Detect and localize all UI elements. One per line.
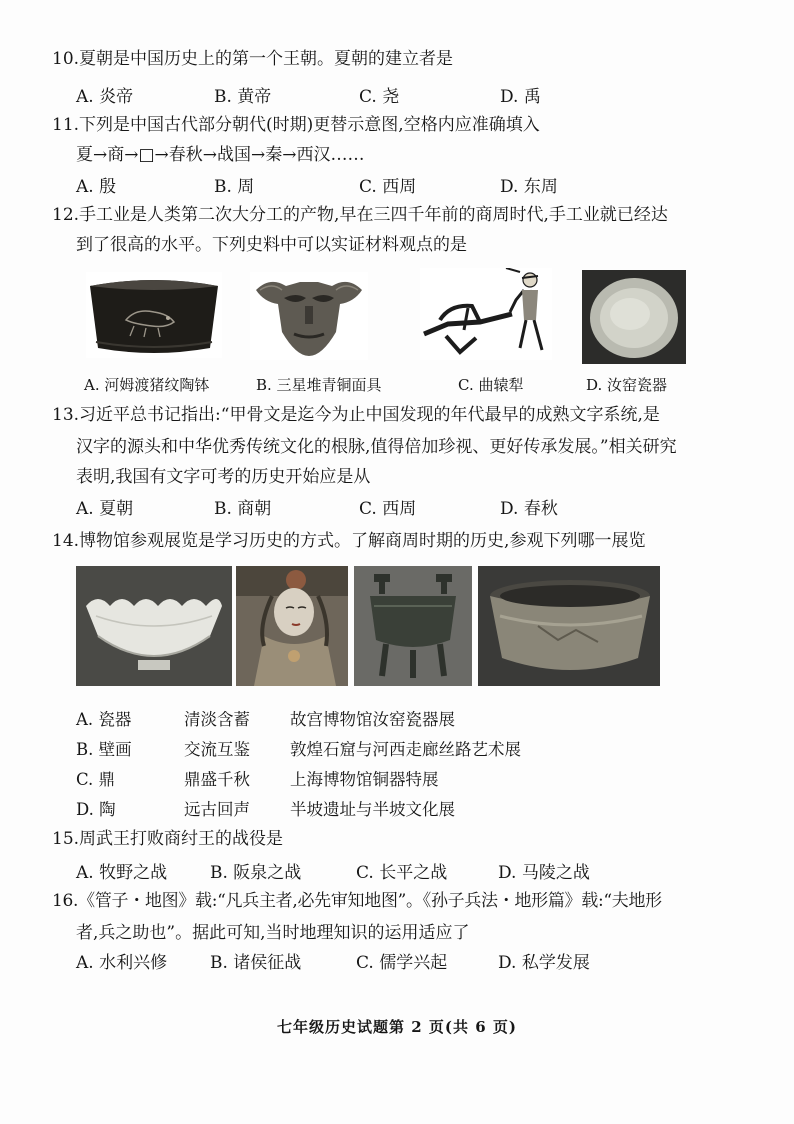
question-12 [52, 200, 668, 230]
question-stem: 《管子・地图》载:“凡兵主者,必先审知地图”。《孙子兵法・地形篇》载:“夫地形 [78, 891, 662, 911]
ru-ware-dish-image [582, 270, 686, 364]
porcelain-bowl-image [76, 566, 232, 686]
dynasty-sequence: 夏→商→□→春秋→战国→秦→西汉…… [76, 145, 365, 165]
option-c: C. 西周 [359, 177, 417, 197]
option-b: B. 商朝 [214, 499, 272, 519]
exhibition-name: 半坡遗址与半坡文化展 [290, 800, 455, 819]
option-label: B. 壁画 [76, 740, 132, 759]
question-number: 15. [52, 829, 80, 849]
question-number: 11. [52, 115, 80, 135]
question-15 [52, 824, 283, 854]
exhibition-theme: 清淡含蓄 [184, 710, 250, 729]
question-stem-line2: 汉字的源头和中华优秀传统文化的根脉,值得倍加珍视、更好传承发展。”相关研究 [76, 437, 677, 457]
caption-b: B. 三星堆青铜面具 [256, 376, 382, 394]
exhibition-option-c [76, 766, 636, 790]
option-d: D. 春秋 [500, 499, 558, 519]
option-b: B. 诸侯征战 [210, 953, 302, 973]
exhibition-theme: 远古回声 [184, 800, 250, 819]
option-a: A. 殷 [76, 177, 117, 197]
exhibition-name: 敦煌石窟与河西走廊丝路艺术展 [290, 740, 521, 759]
question-14 [52, 526, 645, 556]
option-d: D. 东周 [500, 177, 558, 197]
question-stem-line2: 到了很高的水平。下列史料中可以实证材料观点的是 [76, 235, 467, 255]
question-stem-line3: 表明,我国有文字可考的历史开始应是从 [76, 467, 371, 487]
option-b: B. 黄帝 [214, 87, 272, 107]
question-10 [52, 44, 453, 74]
plough-image [420, 268, 552, 360]
option-d: D. 禹 [500, 87, 541, 107]
option-label: C. 鼎 [76, 770, 116, 789]
option-d: D. 私学发展 [498, 953, 590, 973]
question-16 [52, 886, 662, 916]
pottery-bowl-image [86, 272, 222, 358]
option-c: C. 儒学兴起 [356, 953, 448, 973]
option-b: B. 周 [214, 177, 255, 197]
question-stem: 夏朝是中国历史上的第一个王朝。夏朝的建立者是 [79, 49, 454, 69]
option-a: A. 炎帝 [76, 87, 134, 107]
question-stem: 习近平总书记指出:“甲骨文是迄今为止中国发现的年代最早的成熟文字系统,是 [79, 405, 660, 425]
question-number: 13. [52, 405, 80, 425]
option-c: C. 西周 [359, 499, 417, 519]
exhibition-option-d [76, 796, 636, 820]
option-a: A. 牧野之战 [76, 863, 168, 883]
caption-c: C. 曲辕犁 [458, 376, 524, 394]
option-d: D. 马陵之战 [498, 863, 590, 883]
question-stem: 手工业是人类第二次大分工的产物,早在三四千年前的商周时代,手工业就已经达 [79, 205, 668, 225]
option-label: D. 陶 [76, 800, 116, 819]
question-11 [52, 110, 540, 140]
question-number: 14. [52, 531, 80, 551]
page-footer: 七年级历史试题第 2 页(共 6 页) [277, 1018, 517, 1036]
exhibition-theme: 鼎盛千秋 [184, 770, 250, 789]
option-c: C. 尧 [359, 87, 400, 107]
pottery-basin-image [478, 566, 660, 686]
mural-image [236, 566, 348, 686]
question-stem: 周武王打败商纣王的战役是 [79, 829, 284, 849]
option-b: B. 阪泉之战 [210, 863, 302, 883]
option-a: A. 水利兴修 [76, 953, 168, 973]
option-a: A. 夏朝 [76, 499, 134, 519]
exhibition-option-a [76, 706, 636, 730]
exhibition-option-b [76, 736, 636, 760]
exhibition-name: 故宫博物馆汝窑瓷器展 [290, 710, 455, 729]
question-stem-line2: 者,兵之助也”。据此可知,当时地理知识的运用适应了 [76, 923, 470, 943]
question-number: 10. [52, 49, 80, 69]
question-13 [52, 400, 660, 430]
caption-a: A. 河姆渡猪纹陶钵 [84, 376, 210, 394]
question-stem: 下列是中国古代部分朝代(时期)更替示意图,空格内应准确填入 [79, 115, 540, 135]
bronze-mask-image [250, 272, 368, 360]
question-number: 12. [52, 205, 80, 225]
question-stem: 博物馆参观展览是学习历史的方式。了解商周时期的历史,参观下列哪一展览 [79, 531, 646, 551]
option-c: C. 长平之战 [356, 863, 448, 883]
option-label: A. 瓷器 [76, 710, 132, 729]
question-number: 16. [52, 891, 79, 911]
caption-d: D. 汝窑瓷器 [586, 376, 668, 394]
exhibition-name: 上海博物馆铜器特展 [290, 770, 439, 789]
exhibition-theme: 交流互鉴 [184, 740, 250, 759]
bronze-ding-image [354, 566, 472, 686]
